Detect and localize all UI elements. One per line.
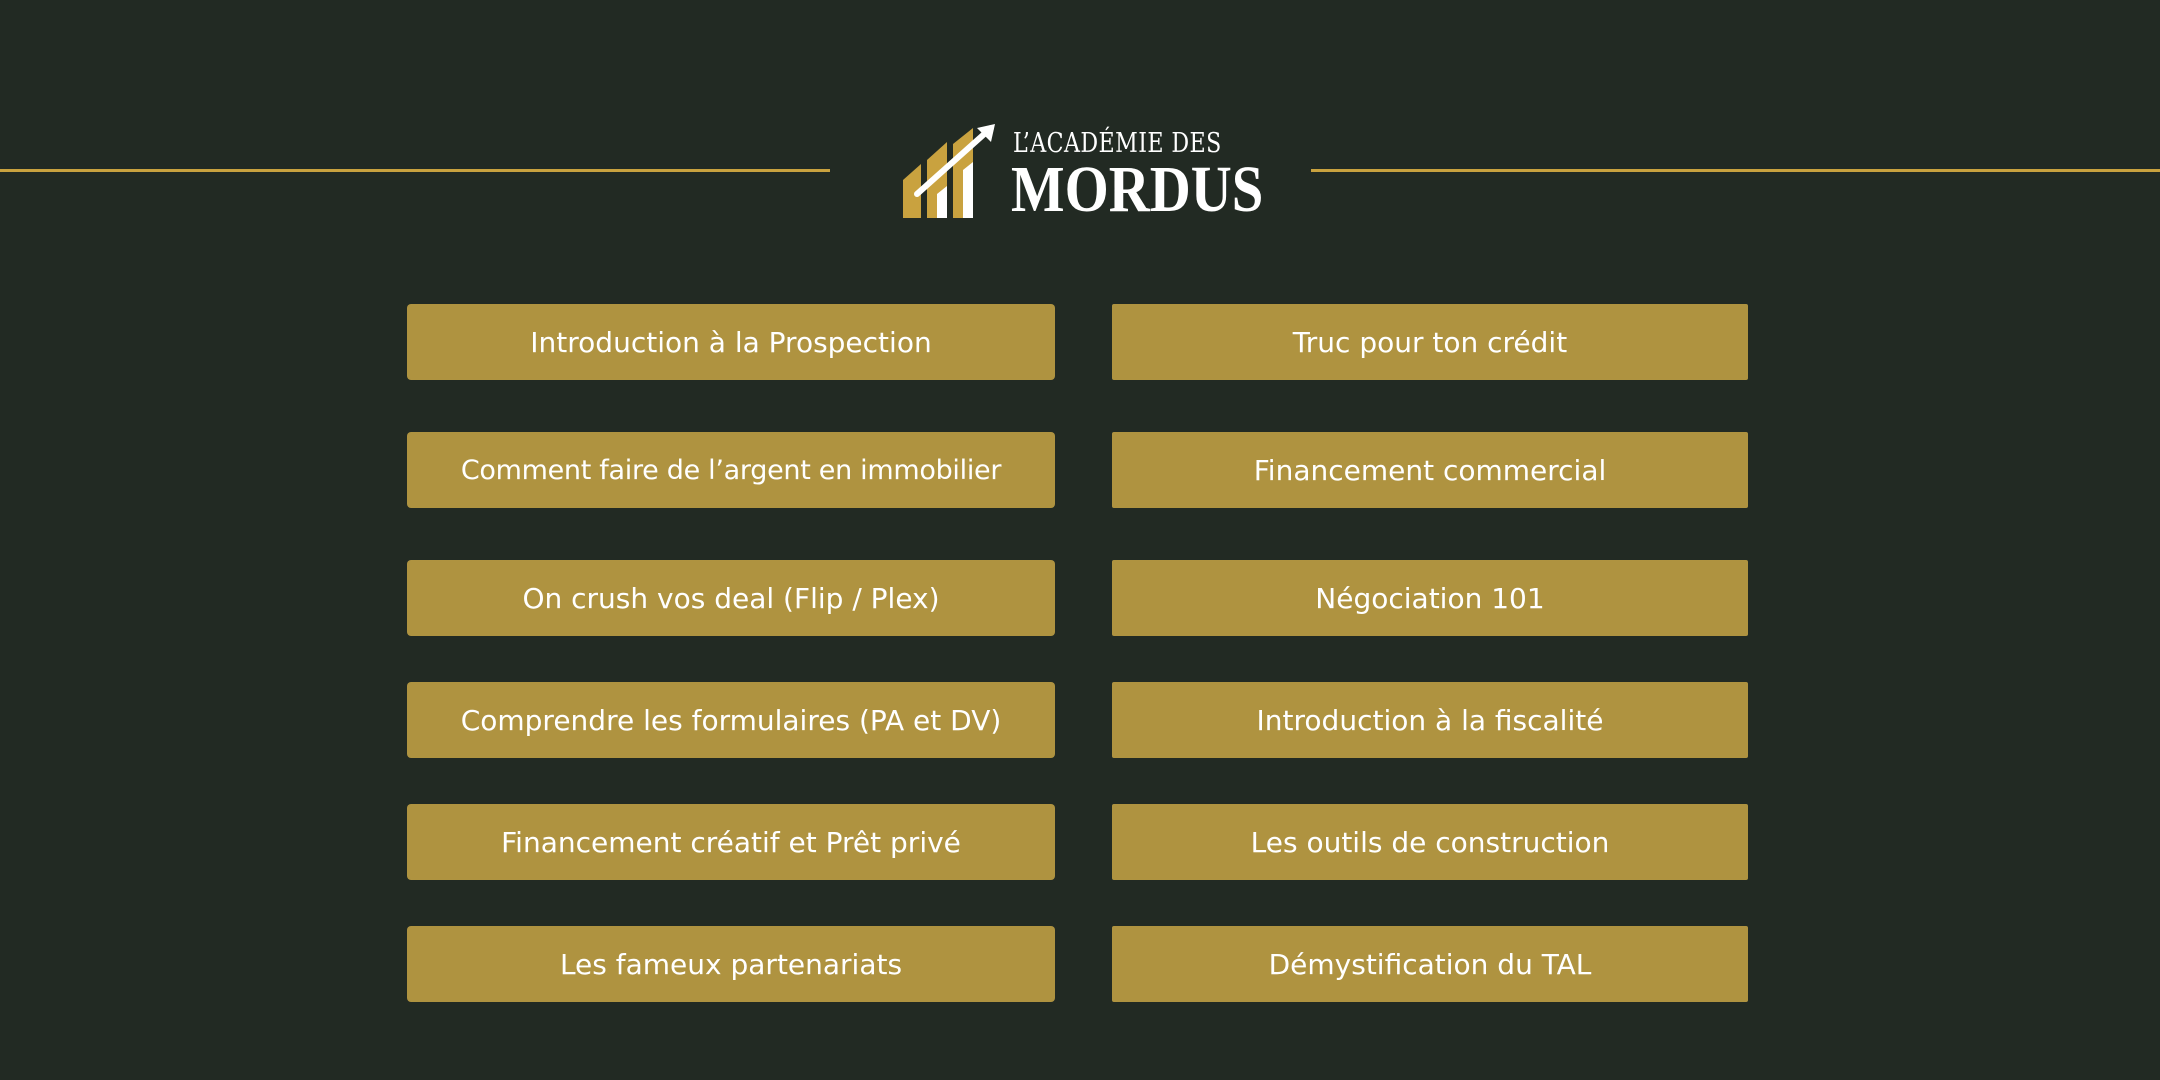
rising-bars-arrow-icon [903, 122, 999, 218]
brand-logo [903, 122, 1264, 226]
header-divider-right [1311, 169, 2160, 172]
module-button-tal[interactable]: Démystification du TAL [1112, 926, 1748, 1002]
module-button-financement-commercial[interactable]: Financement commercial [1112, 432, 1748, 508]
module-button-negociation[interactable]: Négociation 101 [1112, 560, 1748, 636]
module-button-formulaires[interactable]: Comprendre les formulaires (PA et DV) [407, 682, 1055, 758]
module-button-fiscalite[interactable]: Introduction à la fiscalité [1112, 682, 1748, 758]
module-button-partenariats[interactable]: Les fameux partenariats [407, 926, 1055, 1002]
module-button-argent-immobilier[interactable]: Comment faire de l’argent en immobilier [407, 432, 1055, 508]
module-button-outils-construction[interactable]: Les outils de construction [1112, 804, 1748, 880]
module-button-prospection[interactable]: Introduction à la Prospection [407, 304, 1055, 380]
header-divider-left [0, 169, 830, 172]
module-button-flip-plex[interactable]: On crush vos deal (Flip / Plex) [407, 560, 1055, 636]
brand-name-top: L’ACADÉMIE DES [1013, 128, 1222, 159]
brand-name-main: MORDUS [1011, 153, 1264, 226]
module-button-credit[interactable]: Truc pour ton crédit [1112, 304, 1748, 380]
module-button-financement-creatif[interactable]: Financement créatif et Prêt privé [407, 804, 1055, 880]
